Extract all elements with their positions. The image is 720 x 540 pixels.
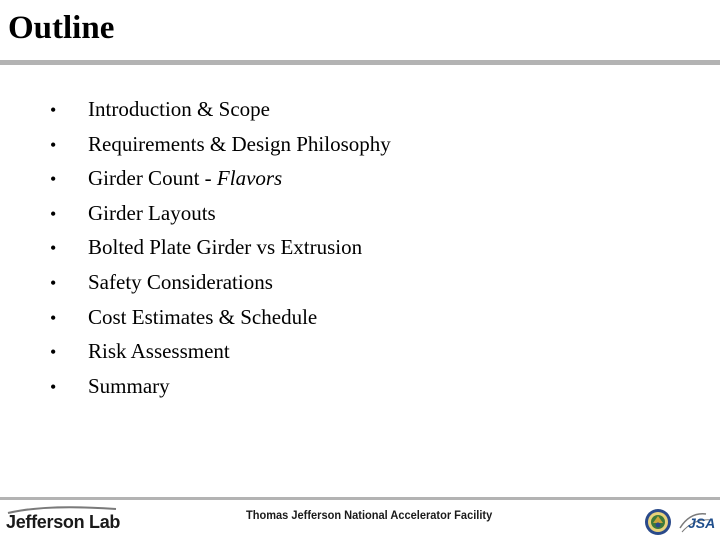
list-item — [50, 230, 391, 265]
logo-swoosh-icon — [6, 506, 118, 514]
list-item — [50, 127, 391, 162]
jsa-logo-icon — [676, 506, 718, 538]
list-item-text: Girder Count - — [88, 166, 217, 191]
list-item — [50, 369, 391, 404]
slide-footer — [0, 500, 720, 540]
list-item-text: Safety Considerations — [88, 269, 273, 294]
jefferson-lab-logo — [6, 512, 120, 533]
jsa-logo-text: JSA — [688, 515, 716, 531]
bullet-icon: • — [50, 307, 57, 328]
bullet-icon: • — [50, 100, 57, 120]
list-item-text: Summary — [88, 373, 170, 398]
bullet-icon: • — [50, 272, 57, 293]
title-divider — [0, 60, 720, 65]
doe-seal-icon — [644, 508, 672, 536]
facility-name: Thomas Jefferson National Accelerator Facility — [246, 508, 493, 522]
bullet-icon: • — [50, 376, 57, 397]
bullet-icon: • — [50, 238, 57, 259]
list-item-text: Girder Layouts — [88, 200, 216, 225]
list-item — [50, 161, 391, 196]
logo-text: Jefferson Lab — [6, 512, 121, 532]
list-item — [50, 265, 391, 300]
bullet-icon: • — [50, 169, 57, 190]
bullet-icon: • — [50, 203, 57, 224]
list-item — [50, 300, 391, 335]
outline-list — [50, 92, 391, 403]
list-item-text: Risk Assessment — [88, 339, 230, 364]
list-item — [50, 92, 391, 127]
list-item-text: Cost Estimates & Schedule — [88, 304, 318, 329]
list-item — [50, 334, 391, 369]
bullet-icon: • — [50, 342, 57, 363]
list-item-text: Requirements & Design Philosophy — [88, 131, 391, 156]
list-item-text: Bolted Plate Girder vs Extrusion — [88, 235, 363, 260]
list-item-text: Introduction & Scope — [88, 97, 270, 121]
list-item-emphasis: Flavors — [216, 166, 283, 191]
slide-title: Outline — [8, 10, 115, 46]
list-item — [50, 196, 391, 231]
bullet-icon: • — [50, 134, 57, 155]
